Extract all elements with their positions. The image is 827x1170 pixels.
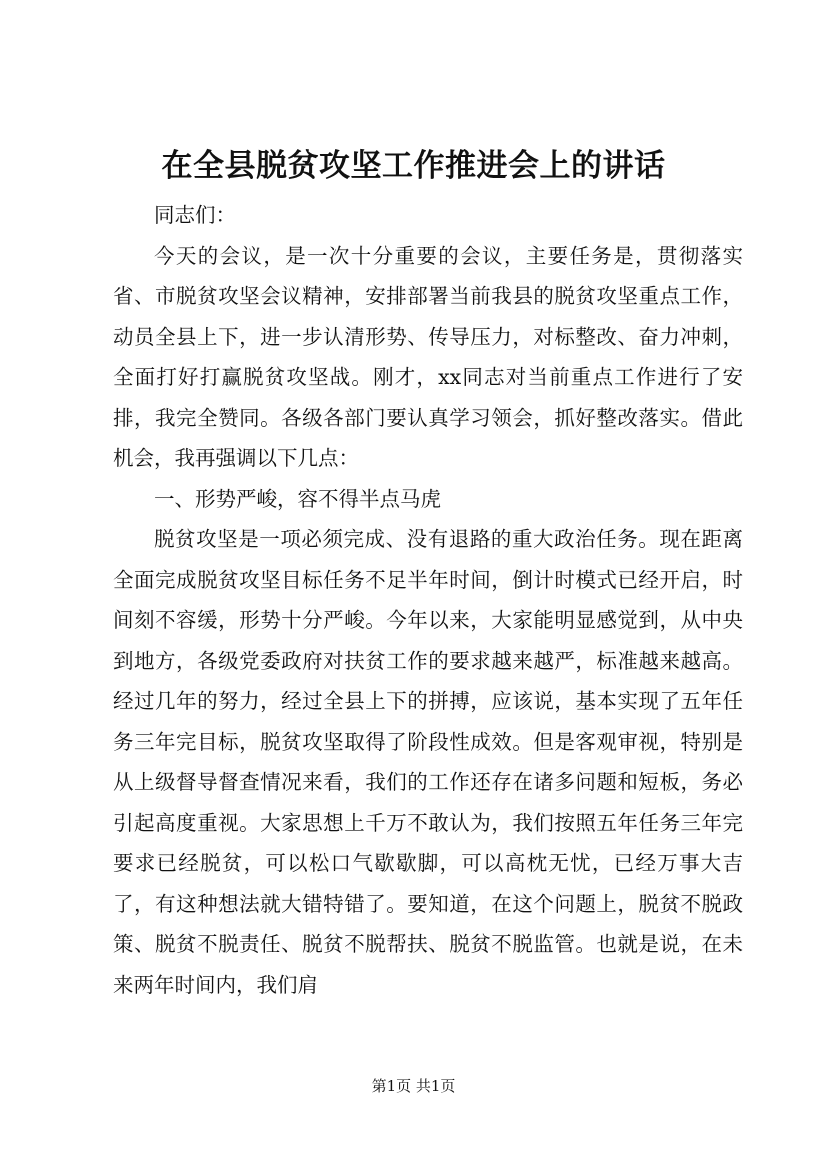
body-paragraph: 脱贫攻坚是一项必须完成、没有退路的重大政治任务。现在距离全面完成脱贫攻坚目标任务不足半年时间，倒计时模式已经开启，时间刻不容缓，形势十分严峻。今年以来，大家能明显感觉到，从中央到地方，各级党委政府对扶贫工作的要求越来越严，标准越来越高。经过几年的努力，经过全县上下的拼搏，应该说，基本实现了五年任务三年完目标，脱贫攻坚取得了阶段性成效。但是客观审视，特别是从上级督导督查情况来看，我们的工作还存在诸多问题和短板，务必引起高度重视。大家思想上千万不敢认为，我们按照五年任务三年完要求已经脱贫，可以松口气歇歇脚，可以高枕无忧，已经万事大吉了，有这种想法就大错特错了。要知道，在这个问题上，脱贫不脱政策、脱贫不脱责任、脱贫不脱帮扶、脱贫不脱监管。也就是说，在未来两年时间内，我们肩 bbox=[113, 527, 743, 997]
intro-paragraph: 今天的会议，是一次十分重要的会议，主要任务是，贯彻落实省、市脱贫攻坚会议精神，安排部署当前我县的脱贫攻坚重点工作，动员全县上下，进一步认清形势、传导压力，对标整改、奋力冲刺，全面打好打赢脱贫攻坚战。刚才，xx同志对当前重点工作进行了安排，我完全赞同。各级各部门要认真学习领会，抓好整改落实。借此机会，我再强调以下几点： bbox=[113, 243, 743, 470]
document-title: 在全县脱贫攻坚工作推进会上的讲话 bbox=[161, 148, 666, 184]
section-heading: 一、形势严峻，容不得半点马虎 bbox=[154, 486, 441, 511]
document-body bbox=[113, 195, 743, 1005]
salutation-paragraph: 同志们： bbox=[154, 203, 236, 227]
page-footer: 第1页 共1页 bbox=[371, 1077, 456, 1095]
